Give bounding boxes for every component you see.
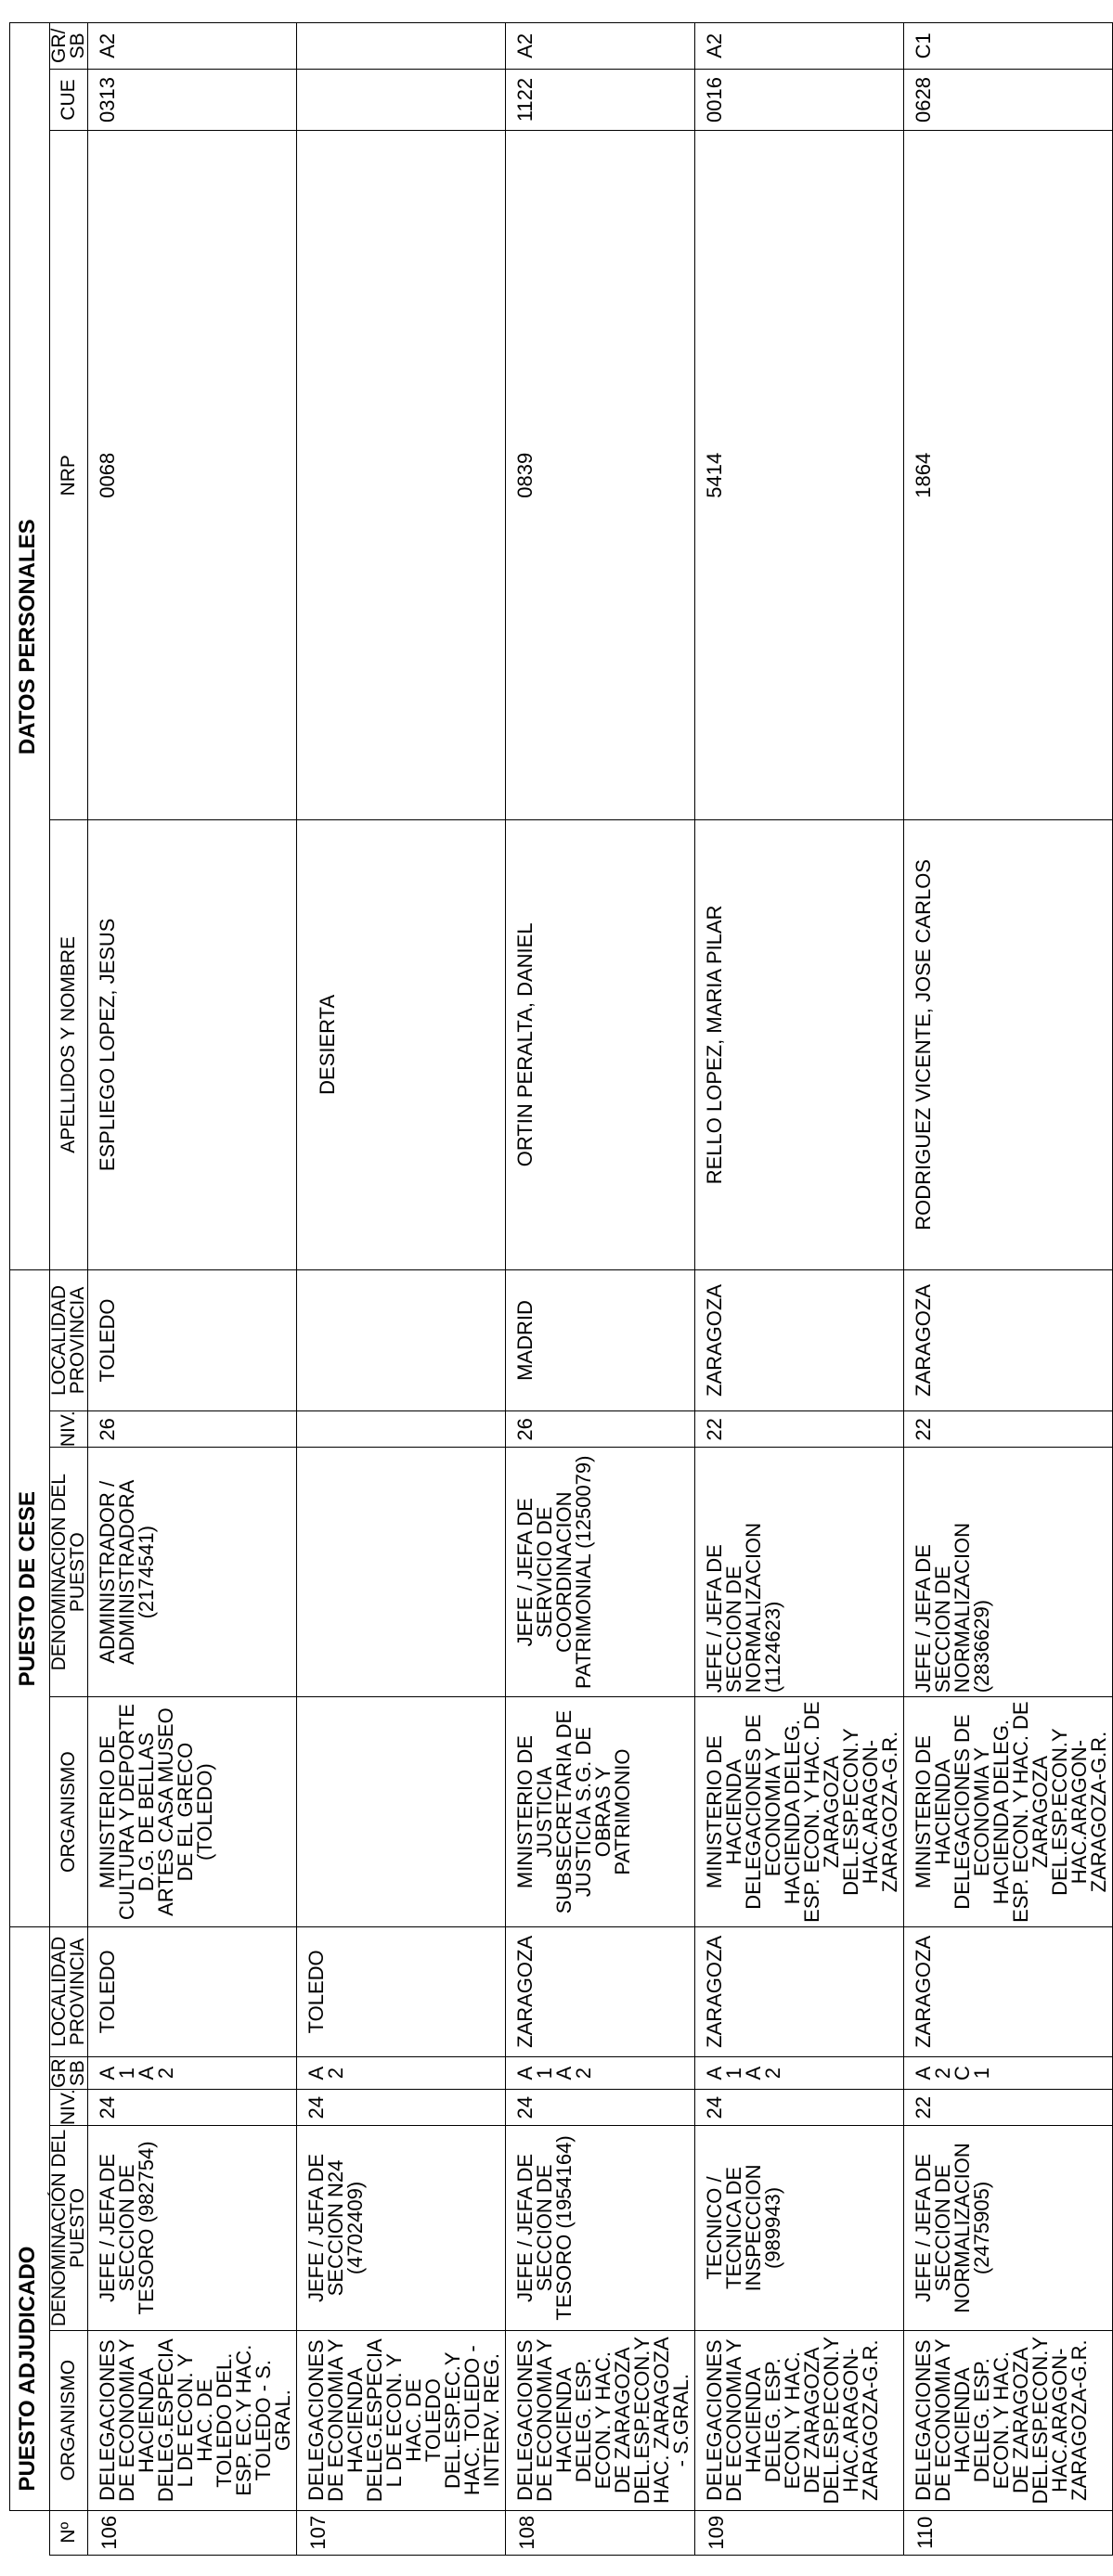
row-cese-niv: 22 [904, 1411, 1113, 1448]
row-num: 108 [506, 2510, 695, 2555]
col-cue: CUE [50, 69, 88, 131]
col-num: Nº [50, 2510, 88, 2555]
row-niv: 24 [506, 2090, 695, 2126]
row-apellidos: RELLO LOPEZ, MARIA PILAR [695, 820, 904, 1269]
row-organismo: DELEGACIONES DE ECONOMIA Y HACIENDA DELEG. ESP. ECON. Y HAC. DE ZARAGOZA DEL.ESP.ECON.Y HAC.ARAGON-ZARAGOZA-G.R. [904, 2330, 1113, 2510]
row-cese-denominacion: JEFE / JEFA DE SECCION DE NORMALIZACION (2836629) [904, 1448, 1113, 1697]
row-cese-denominacion: JEFE / JEFA DE SERVICIO DE COORDINACION PATRIMONIAL (1250079) [506, 1448, 695, 1697]
col-cese-organismo: ORGANISMO [50, 1697, 88, 1927]
row-apellidos: DESIERTA [297, 820, 506, 1269]
table-row [506, 23, 695, 2556]
row-cese-denominacion [297, 1448, 506, 1697]
row-nrp: 5414 [695, 131, 904, 820]
col-cese-localidad: LOCALIDAD PROVINCIA [50, 1269, 88, 1411]
col-cese-niv: NIV. [50, 1411, 88, 1448]
row-localidad: ZARAGOZA [904, 1926, 1113, 2056]
col-gr-sb2: GR/ SB [50, 23, 88, 70]
row-cese-niv: 26 [88, 1411, 297, 1448]
table-row [904, 23, 1113, 2556]
row-niv: 24 [88, 2090, 297, 2126]
row-cese-niv: 26 [506, 1411, 695, 1448]
row-denominacion: JEFE / JEFA DE SECCION DE NORMALIZACION (2475905) [904, 2126, 1113, 2331]
row-localidad: ZARAGOZA [695, 1926, 904, 2056]
row-cue: 1122 [506, 69, 695, 131]
col-nrp: NRP [50, 131, 88, 820]
row-cese-localidad: ZARAGOZA [695, 1269, 904, 1411]
row-nrp [297, 131, 506, 820]
row-localidad: ZARAGOZA [506, 1926, 695, 2056]
col-denominacion: DENOMINACIÓN DEL PUESTO [50, 2126, 88, 2331]
row-gr-sb: A2 C1 [904, 2056, 1113, 2090]
row-organismo: DELEGACIONES DE ECONOMIA Y HACIENDA DELEG.ESPECIAL DE ECON. Y HAC. DE TOLEDO DEL. ESP. EC.Y HAC. TOLEDO - S. GRAL. [88, 2330, 297, 2510]
row-cue [297, 69, 506, 131]
col-organismo: ORGANISMO [50, 2330, 88, 2510]
table-row [695, 23, 904, 2556]
col-cese-denominacion: DENOMINACION DEL PUESTO [50, 1448, 88, 1697]
row-nrp: 0839 [506, 131, 695, 820]
row-apellidos: RODRIGUEZ VICENTE, JOSE CARLOS [904, 820, 1113, 1269]
header-puesto-de-cese: PUESTO DE CESE [10, 1269, 50, 1926]
col-localidad: LOCALIDAD PROVINCIA [50, 1926, 88, 2056]
row-cese-niv: 22 [695, 1411, 904, 1448]
row-cese-organismo: MINISTERIO DE JUSTICIA SUBSECRETARIA DE JUSTICIA S.G. DE OBRAS Y PATRIMONIO [506, 1697, 695, 1927]
col-gr-sb: GR SB [50, 2056, 88, 2090]
row-cese-localidad: TOLEDO [88, 1269, 297, 1411]
col-niv: NIV. [50, 2090, 88, 2126]
row-cue: 0628 [904, 69, 1113, 131]
row-cese-organismo: MINISTERIO DE HACIENDA DELEGACIONES DE ECONOMIA Y HACIENDA DELEG. ESP. ECON. Y HAC. DE ZARAGOZA DEL.ESP.ECON.Y HAC.ARAGON-ZARAGOZA-G.R. [695, 1697, 904, 1927]
row-gr-sb2: C1 [904, 23, 1113, 70]
row-cese-niv [297, 1411, 506, 1448]
header-spacer [10, 2510, 50, 2555]
row-gr-sb2: A2 [695, 23, 904, 70]
row-niv: 24 [297, 2090, 506, 2126]
row-cue: 0016 [695, 69, 904, 131]
row-organismo: DELEGACIONES DE ECONOMIA Y HACIENDA DELEG. ESP. ECON. Y HAC. DE ZARAGOZA DEL.ESP.ECON.Y HAC.ARAGON-ZARAGOZA-G.R. [695, 2330, 904, 2510]
row-gr-sb: A2 [297, 2056, 506, 2090]
row-cue: 0313 [88, 69, 297, 131]
row-num: 106 [88, 2510, 297, 2555]
row-apellidos: ESPLIEGO LOPEZ, JESUS [88, 820, 297, 1269]
col-apellidos: APELLIDOS Y NOMBRE [50, 820, 88, 1269]
row-num: 110 [904, 2510, 1113, 2555]
row-niv: 24 [695, 2090, 904, 2126]
row-cese-organismo [297, 1697, 506, 1927]
row-localidad: TOLEDO [88, 1926, 297, 2056]
row-gr-sb: A1 A2 [88, 2056, 297, 2090]
row-cese-organismo: MINISTERIO DE HACIENDA DELEGACIONES DE ECONOMIA Y HACIENDA DELEG. ESP. ECON. Y HAC. DE ZARAGOZA DEL.ESP.ECON.Y HAC.ARAGON-ZARAGOZA-G.R. [904, 1697, 1113, 1927]
row-cese-localidad: MADRID [506, 1269, 695, 1411]
header-datos-personales: DATOS PERSONALES [10, 23, 50, 1270]
row-denominacion: JEFE / JEFA DE SECCION DE TESORO (982754) [88, 2126, 297, 2331]
row-gr-sb2 [297, 23, 506, 70]
row-gr-sb2: A2 [506, 23, 695, 70]
row-cese-denominacion: JEFE / JEFA DE SECCION DE NORMALIZACION (1124623) [695, 1448, 904, 1697]
row-denominacion: TECNICO / TECNICA DE INSPECCION (989943) [695, 2126, 904, 2331]
row-gr-sb2: A2 [88, 23, 297, 70]
adjudication-table [9, 22, 1113, 2556]
row-cese-localidad [297, 1269, 506, 1411]
row-num: 107 [297, 2510, 506, 2555]
row-nrp: 1864 [904, 131, 1113, 820]
row-organismo: DELEGACIONES DE ECONOMIA Y HACIENDA DELEG.ESPECIAL DE ECON. Y HAC. DE TOLEDO DEL.ESP.EC.Y HAC. TOLEDO - INTERV. REG. [297, 2330, 506, 2510]
row-denominacion: JEFE / JEFA DE SECCION N24 (4702409) [297, 2126, 506, 2331]
row-denominacion: JEFE / JEFA DE SECCION DE TESORO (1954164) [506, 2126, 695, 2331]
row-organismo: DELEGACIONES DE ECONOMIA Y HACIENDA DELEG. ESP. ECON. Y HAC. DE ZARAGOZA DEL.ESP.ECON.Y HAC. ZARAGOZA - S.GRAL. [506, 2330, 695, 2510]
row-gr-sb: A1 A2 [695, 2056, 904, 2090]
row-niv: 22 [904, 2090, 1113, 2126]
row-cese-denominacion: ADMINISTRADOR / ADMINISTRADORA (2174541) [88, 1448, 297, 1697]
row-num: 109 [695, 2510, 904, 2555]
row-gr-sb: A1 A2 [506, 2056, 695, 2090]
header-puesto-adjudicado: PUESTO ADJUDICADO [10, 1926, 50, 2510]
row-localidad: TOLEDO [297, 1926, 506, 2056]
row-nrp: 0068 [88, 131, 297, 820]
table-row [297, 23, 506, 2556]
row-cese-organismo: MINISTERIO DE CULTURA Y DEPORTE D.G. DE BELLAS ARTES CASA MUSEO DE EL GRECO (TOLEDO) [88, 1697, 297, 1927]
row-apellidos: ORTIN PERALTA, DANIEL [506, 820, 695, 1269]
row-cese-localidad: ZARAGOZA [904, 1269, 1113, 1411]
table-row [88, 23, 297, 2556]
